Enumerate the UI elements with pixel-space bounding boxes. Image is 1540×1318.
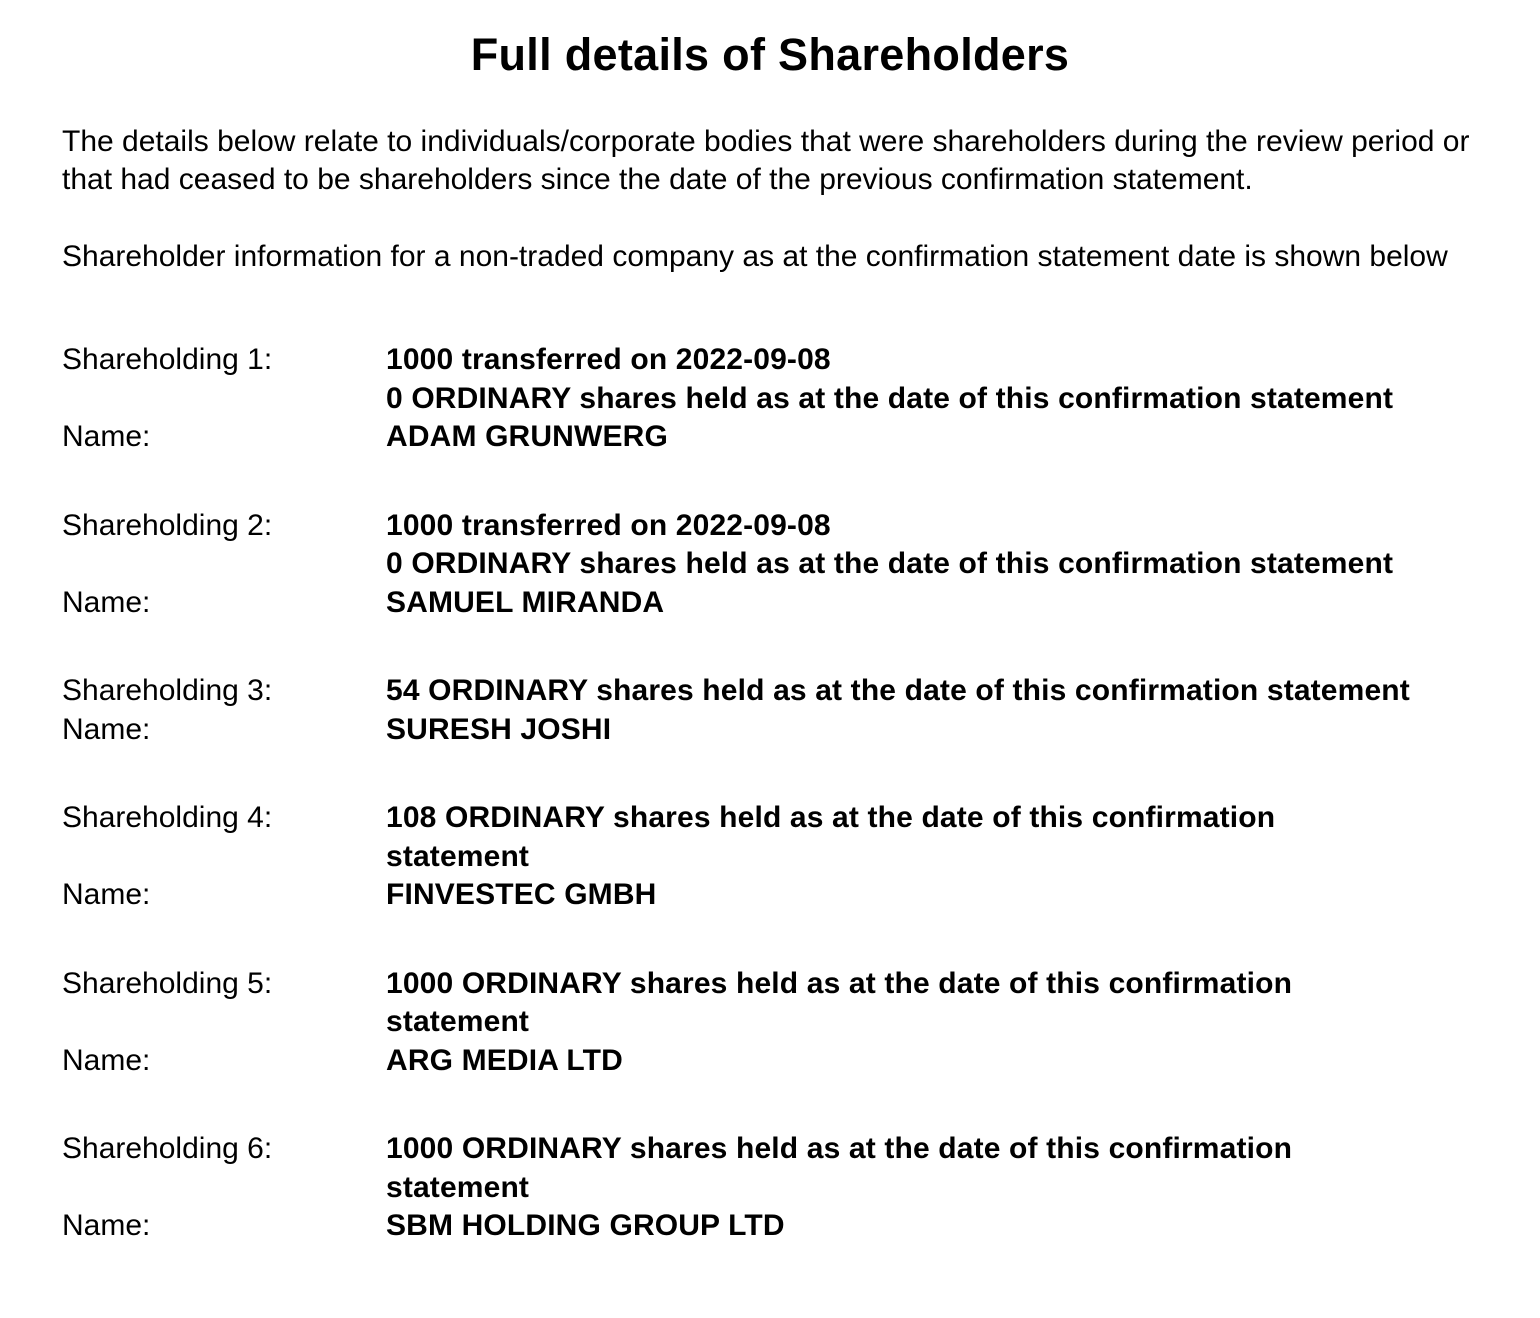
shareholding-label: Shareholding 1:	[62, 343, 273, 376]
shareholding-row	[62, 341, 1502, 380]
shareholding-row	[62, 545, 1502, 584]
shareholding-3	[62, 672, 1502, 749]
name-label: Name:	[62, 1209, 151, 1242]
name-row	[62, 711, 1502, 750]
shareholding-shares: 1000 ORDINARY shares held as at the date of this confirmation statement	[386, 1132, 1293, 1204]
shareholding-row	[62, 1130, 1502, 1207]
shareholding-row	[62, 507, 1502, 546]
shareholding-transfer: 1000 transferred on 2022-09-08	[386, 508, 831, 542]
shareholding-transfer: 1000 transferred on 2022-09-08	[386, 343, 831, 376]
shareholding-5	[62, 965, 1502, 1081]
shareholder-name: SAMUEL MIRANDA	[386, 585, 665, 619]
shareholding-row	[62, 799, 1502, 876]
shareholding-row	[62, 965, 1502, 1042]
shareholding-shares: 0 ORDINARY shares held as at the date of this confirmation statement	[386, 547, 1394, 580]
shareholding-label: Shareholding 4:	[62, 801, 273, 834]
shareholding-label: Shareholding 2:	[62, 508, 273, 542]
shareholding-2	[62, 507, 1502, 623]
name-label: Name:	[62, 712, 151, 746]
shareholding-1	[62, 341, 1502, 457]
shareholding-shares: 1000 ORDINARY shares held as at the date of this confirmation statement	[386, 966, 1293, 1038]
shareholding-label: Shareholding 3:	[62, 674, 273, 707]
shareholder-name: SURESH JOSHI	[386, 712, 612, 746]
shareholding-6	[62, 1130, 1502, 1246]
shareholding-shares: 54 ORDINARY shares held as at the date of this confirmation statement	[386, 674, 1410, 707]
intro-paragraph-review-period: The details below relate to individuals/corporate bodies that were shareholders during the review period or that had ceased to be shareholders since the date of the previous confirmation statement.	[62, 125, 1470, 196]
name-label: Name:	[62, 420, 151, 453]
shareholding-row	[62, 672, 1502, 711]
name-label: Name:	[62, 1043, 151, 1077]
label-spacer	[62, 380, 386, 419]
shareholding-shares: 0 ORDINARY shares held as at the date of this confirmation statement	[386, 381, 1394, 415]
shareholding-shares: 108 ORDINARY shares held as at the date of this confirmation statement	[386, 801, 1276, 873]
name-row	[62, 418, 1502, 457]
shareholding-label: Shareholding 6:	[62, 1132, 273, 1165]
shareholder-name: SBM HOLDING GROUP LTD	[386, 1209, 785, 1242]
shareholder-name: FINVESTEC GMBH	[386, 878, 657, 911]
label-spacer	[62, 545, 386, 584]
name-row	[62, 1042, 1502, 1081]
name-row	[62, 1207, 1502, 1246]
shareholding-label: Shareholding 5:	[62, 966, 273, 1000]
shareholding-4	[62, 799, 1502, 915]
name-label: Name:	[62, 585, 151, 619]
name-row	[62, 876, 1502, 915]
page-title: Full details of Shareholders	[470, 29, 1070, 80]
name-label: Name:	[62, 878, 151, 911]
shareholder-name: ARG MEDIA LTD	[386, 1043, 623, 1077]
shareholdings-list	[62, 341, 1502, 1296]
shareholder-name: ADAM GRUNWERG	[386, 420, 668, 453]
shareholding-row	[62, 380, 1502, 419]
intro-paragraph-non-traded: Shareholder information for a non-traded company as at the confirmation statement date is shown below	[62, 240, 1448, 273]
name-row	[62, 584, 1502, 623]
